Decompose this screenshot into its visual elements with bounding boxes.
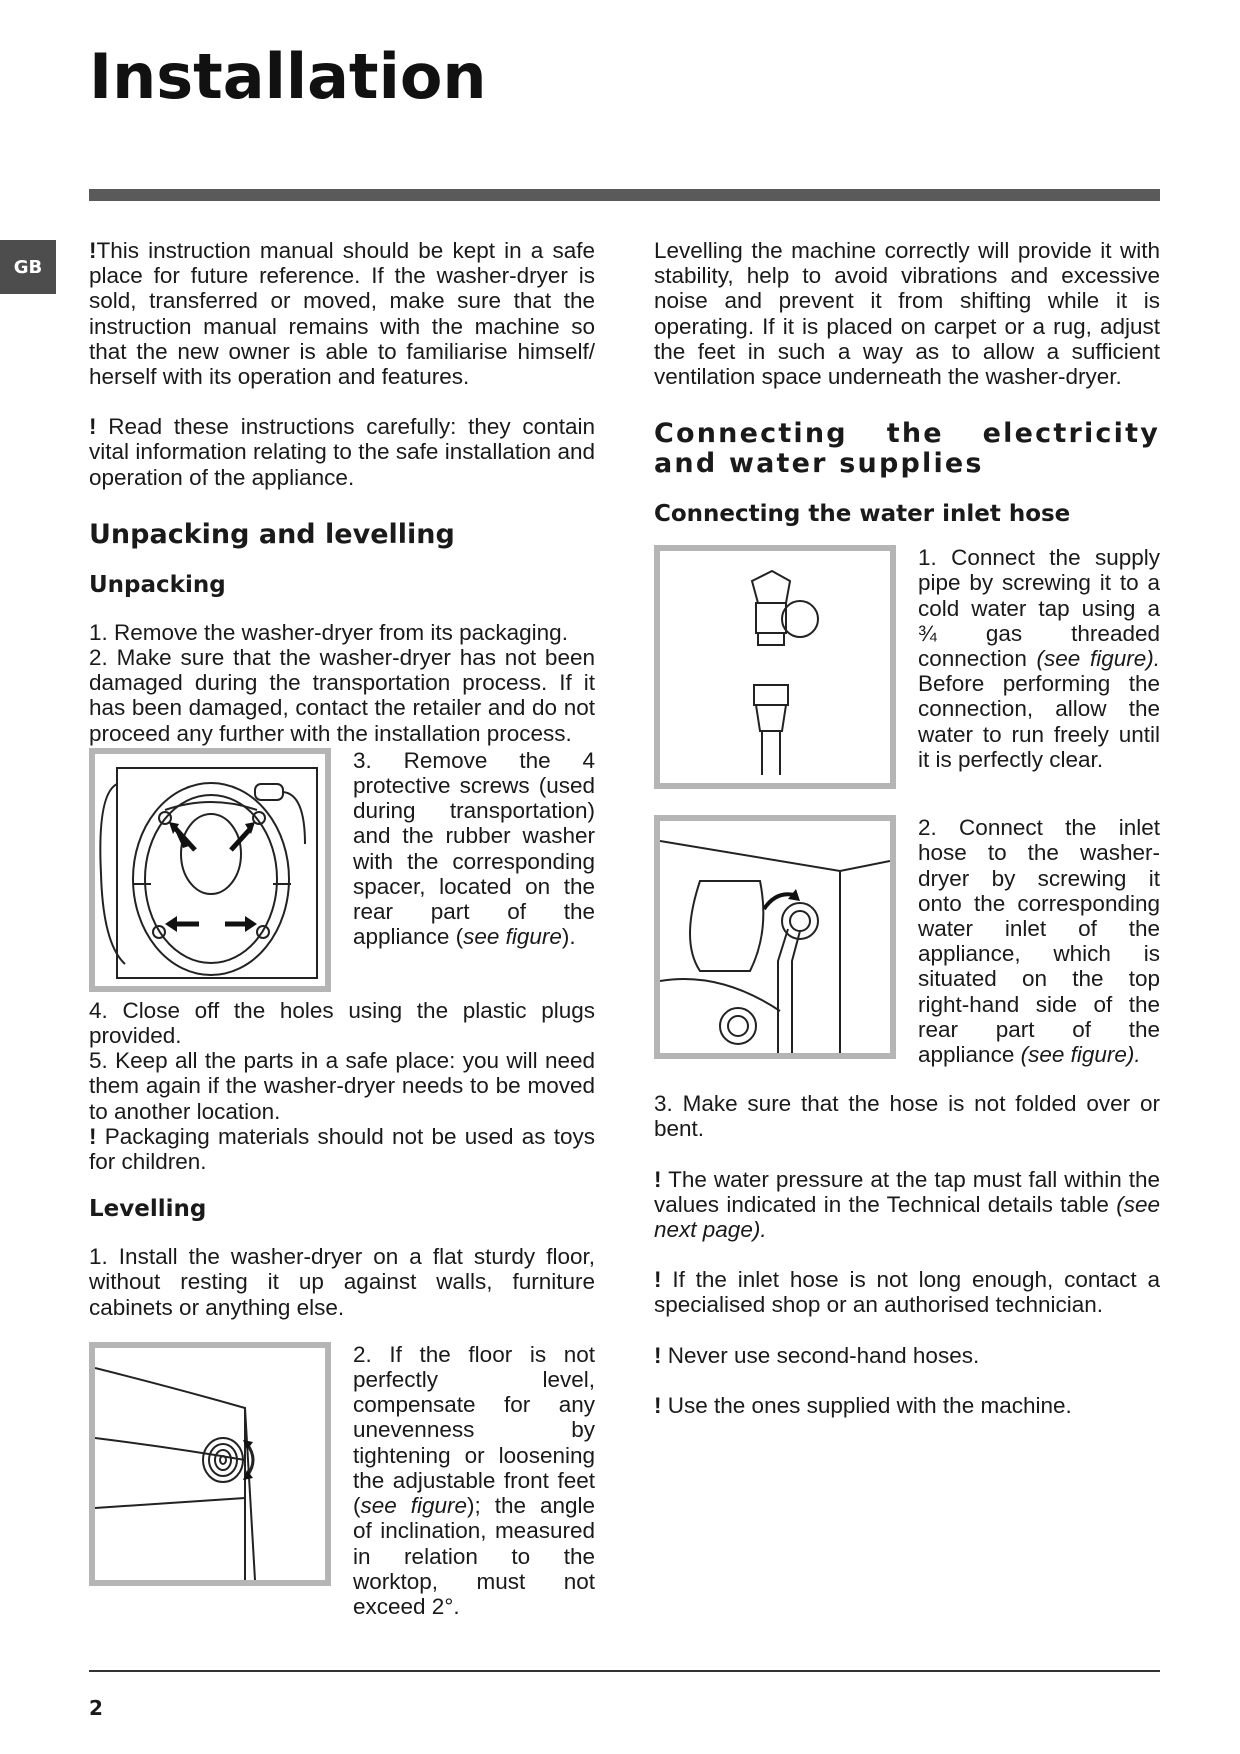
water-tap-figure bbox=[654, 545, 896, 789]
water-inlet-figure bbox=[654, 815, 896, 1059]
unpack-step-4: 4. Close off the holes using the plastic plugs provided. bbox=[89, 997, 595, 1049]
level-step-1: 1. Install the washer-dryer on a flat sturdy floor, without resting it up against walls, furniture cabinets or anything else. bbox=[89, 1244, 595, 1320]
warning-mark: ! bbox=[89, 414, 97, 440]
page-title: Installation bbox=[89, 40, 487, 113]
language-tab: GB bbox=[0, 240, 56, 294]
subsection-title-inlet-hose: Connecting the water inlet hose bbox=[654, 501, 1071, 528]
footer-divider bbox=[89, 1670, 1160, 1672]
intro-paragraph-2: ! Read these instructions carefully: they contain vital information relating to the safe installation and operation of the appliance. bbox=[89, 414, 595, 490]
hose-length-warning: ! If the inlet hose is not long enough, contact a specialised shop or an authorised technician. bbox=[654, 1267, 1160, 1318]
intro-paragraph-1: !This instruction manual should be kept in a safe place for future reference. If the washer-dryer is sold, transferred or moved, make sure that the instruction manual remains with the machine so that the new owner is able to familiarise himself/ herself with its operation and features. bbox=[89, 238, 595, 390]
rear-screws-figure bbox=[89, 748, 331, 992]
adjustable-feet-figure bbox=[89, 1342, 331, 1586]
unpack-step-1: 1. Remove the washer-dryer from its packaging. bbox=[89, 619, 568, 645]
inlet-step-1: 1. Connect the supply pipe by screwing it to a cold water tap using a ¾ gas threaded connection (see figure). Before performing the connection, allow the water to run freely until it is perfectly clear. bbox=[918, 545, 1160, 772]
section-title-connecting: Connecting the electricity and water supplies bbox=[654, 418, 1160, 480]
warning-mark: ! bbox=[654, 1342, 662, 1368]
warning-mark: ! bbox=[89, 1123, 97, 1149]
page-number: 2 bbox=[89, 1696, 103, 1720]
subsection-title-unpacking: Unpacking bbox=[89, 571, 226, 598]
left-column bbox=[89, 238, 595, 1619]
warning-mark: ! bbox=[654, 1166, 662, 1192]
inlet-step-3: 3. Make sure that the hose is not folded over or bent. bbox=[654, 1091, 1160, 1142]
right-column bbox=[654, 238, 1160, 1418]
warning-mark: ! bbox=[654, 1392, 662, 1418]
inlet-step-2: 2. Connect the inlet hose to the washer-dryer by screwing it onto the corresponding water inlet of the appliance, which is situated on the top right-hand side of the rear part of the appliance (see figure). bbox=[918, 815, 1160, 1068]
water-inlet-illustration bbox=[660, 821, 890, 1053]
unpack-step-2: 2. Make sure that the washer-dryer has not been damaged during the transportation process. If it has been damaged, contact the retailer and do not proceed any further with the installation process. bbox=[89, 645, 595, 746]
supplied-hoses-warning: ! Use the ones supplied with the machine. bbox=[654, 1392, 1072, 1418]
warning-mark: ! bbox=[654, 1267, 662, 1293]
warning-mark: ! bbox=[89, 238, 97, 263]
rear-screws-illustration bbox=[95, 754, 325, 986]
packaging-warning: ! Packaging materials should not be used as toys for children. bbox=[89, 1123, 595, 1175]
pressure-warning: ! The water pressure at the tap must fall within the values indicated in the Technical details table (see next page). bbox=[654, 1166, 1160, 1243]
unpack-step-5: 5. Keep all the parts in a safe place: you will need them again if the washer-dryer needs to be moved to another location. bbox=[89, 1048, 595, 1124]
levelling-continued: Levelling the machine correctly will provide it with stability, help to avoid vibrations and excessive noise and prevent it from shifting while it is operating. If it is placed on carpet or a rug, adjust the feet in such a way as to allow a sufficient ventilation space underneath the washer-dryer. bbox=[654, 238, 1160, 390]
section-title-unpacking-levelling: Unpacking and levelling bbox=[89, 518, 455, 550]
adjustable-feet-illustration bbox=[95, 1348, 325, 1580]
level-step-2: 2. If the floor is not perfectly level, compensate for any unevenness by tightening or loosening the adjustable front feet (see figure); the angle of inclination, measured in relation to the worktop, must not exceed 2°. bbox=[353, 1341, 595, 1619]
water-tap-illustration bbox=[660, 551, 890, 783]
header-divider bbox=[89, 189, 1160, 201]
unpack-step-3: 3. Remove the 4 protective screws (used during transportation) and the rubber washer with the corresponding spacer, located on the rear part of the appliance (see figure). bbox=[353, 747, 595, 950]
subsection-title-levelling: Levelling bbox=[89, 1196, 207, 1223]
second-hand-warning: ! Never use second-hand hoses. bbox=[654, 1342, 980, 1368]
